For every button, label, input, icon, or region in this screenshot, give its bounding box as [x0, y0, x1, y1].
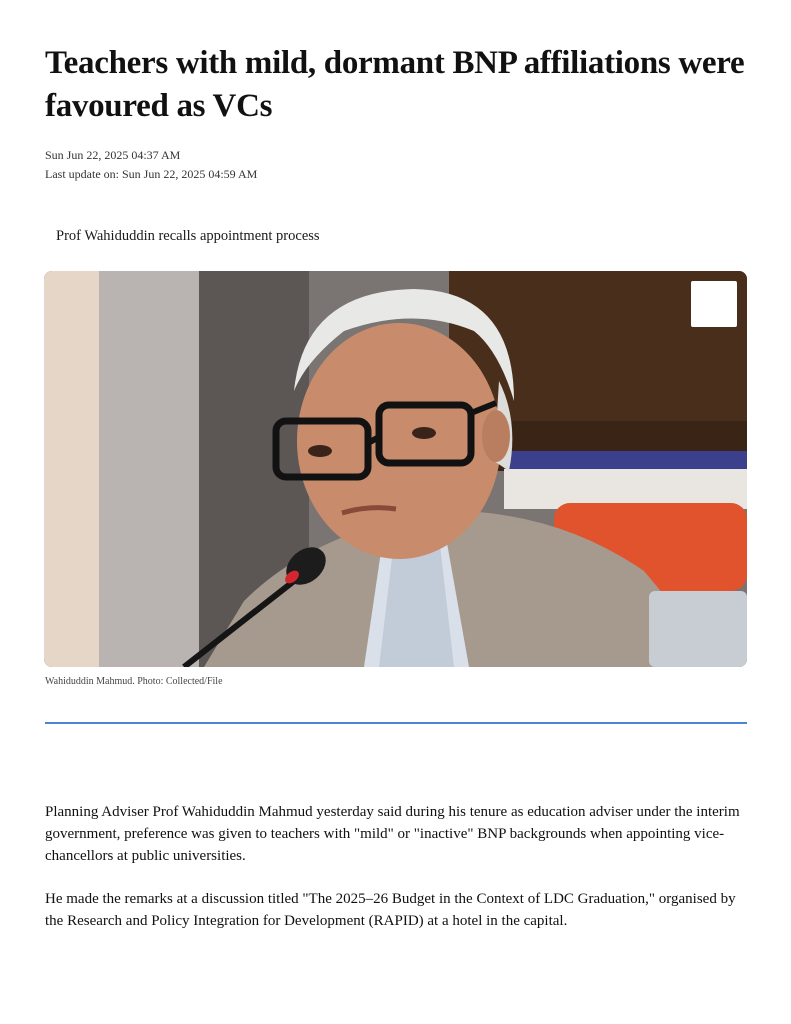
photo-illustration — [44, 271, 747, 667]
photo-caption: Wahiduddin Mahmud. Photo: Collected/File — [45, 676, 223, 687]
subheadline: Prof Wahiduddin recalls appointment process — [56, 228, 320, 244]
article-photo — [44, 271, 747, 667]
section-divider — [45, 722, 747, 724]
body-paragraph: Planning Adviser Prof Wahiduddin Mahmud yesterday said during his tenure as education adviser under the interim government, preference was given to teachers with "mild" or "inactive" BNP backgrounds when appointing vice-chancellors at public universities. — [45, 804, 740, 864]
share-icon[interactable] — [691, 281, 737, 327]
published-date: Sun Jun 22, 2025 04:37 AM — [45, 148, 181, 162]
last-updated-date: Last update on: Sun Jun 22, 2025 04:59 AM — [45, 167, 258, 181]
body-paragraph: He made the remarks at a discussion titled "The 2025–26 Budget in the Context of LDC Graduation," organised by the Research and Policy Integration for Development (RAPID) at a hotel in the capital. — [45, 891, 736, 929]
headline: Teachers with mild, dormant BNP affiliations were favoured as VCs — [45, 45, 745, 124]
